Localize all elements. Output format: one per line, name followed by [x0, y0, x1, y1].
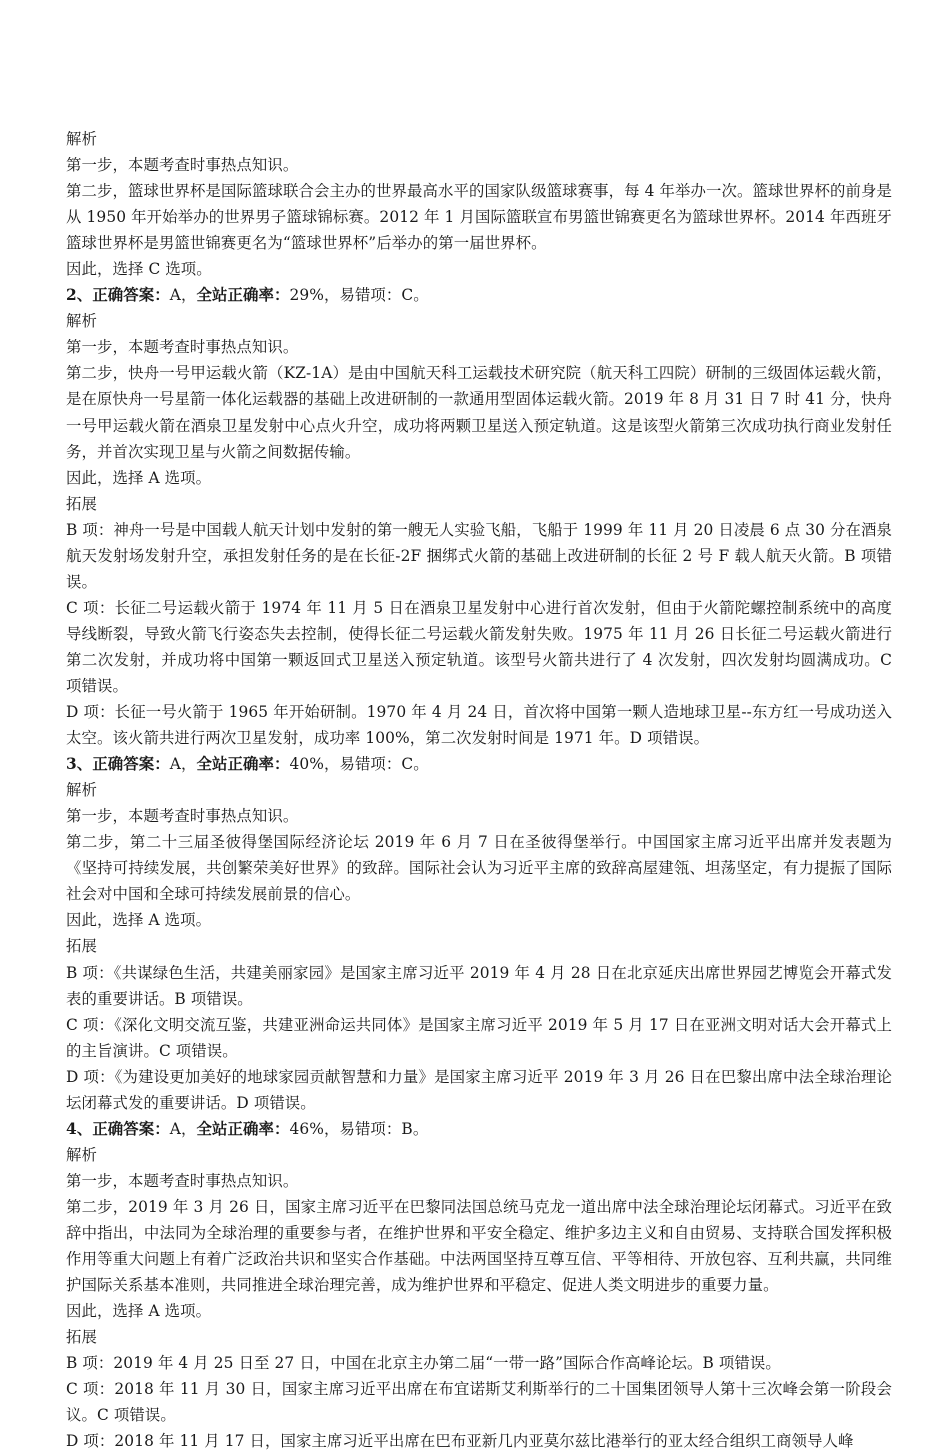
correct-answer-value: A， — [169, 1119, 197, 1138]
correct-answer-label: 正确答案： — [92, 1119, 170, 1138]
section-label-extension: 拓展 — [66, 1328, 97, 1347]
accuracy-rate-value: 29%， — [289, 286, 340, 305]
accuracy-rate-label: 全站正确率： — [196, 755, 290, 774]
paragraph-step-two: 第二步，2019 年 3 月 26 日，国家主席习近平在巴黎同法国总统马克龙一道出席中法全球治理论坛闭幕式。习近平在致辞中指出，中法同为全球治理的重要参与者，在维护世界和平安全稳定、维护多边主义和自由贸易、支持联合国发挥积极作用等重大问题上有着广泛政治共识和坚实合作基础。中法两国坚持互尊互信、平等相待、开放包容、互利共赢，共同维护国际关系基本准则，共同推进全球治理完善，成为维护世界和平稳定、促进人类文明进步的重要力量。 — [66, 1197, 892, 1295]
common-wrong-value: C。 — [401, 755, 429, 774]
option-explanation-d: D 项：长征一号火箭于 1965 年开始研制。1970 年 4 月 24 日，首次将中国第一颗人造地球卫星--东方红一号成功送入太空。该火箭共进行两次卫星发射，成功率 100%，第二次发射时间是 1971 年。D 项错误。 — [66, 703, 892, 748]
document-body — [66, 126, 892, 1454]
question-number: 3、 — [66, 755, 93, 774]
paragraph-conclusion: 因此，选择 A 选项。 — [66, 911, 212, 930]
section-label-analysis: 解析 — [66, 1145, 97, 1164]
answer-header-q3 — [66, 751, 892, 777]
option-explanation-b: B 项：《共谋绿色生活，共建美丽家园》是国家主席习近平 2019 年 4 月 28 日在北京延庆出席世界园艺博览会开幕式发表的重要讲话。B 项错误。 — [66, 963, 892, 1008]
section-label-analysis: 解析 — [66, 130, 97, 148]
paragraph-step-two: 第二步，篮球世界杯是国际篮球联合会主办的世界最高水平的国家队级篮球赛事，每 4 年举办一次。篮球世界杯的前身是从 1950 年开始举办的世界男子篮球锦标赛。2012 年 1 月国际篮联宣布男篮世锦赛更名为篮球世界杯。2014 年西班牙篮球世界杯是男篮世锦赛更名为“篮球世界杯”后举办的第一届世界杯。 — [66, 182, 892, 253]
answer-header-q4 — [66, 1116, 892, 1142]
section-label-analysis: 解析 — [66, 781, 97, 800]
option-explanation-d: D 项：《为建设更加美好的地球家园贡献智慧和力量》是国家主席习近平 2019 年 3 月 26 日在巴黎出席中法全球治理论坛闭幕式发的重要讲话。D 项错误。 — [66, 1067, 892, 1112]
paragraph-step-two: 第二步，快舟一号甲运载火箭（KZ-1A）是由中国航天科工运载技术研究院（航天科工四院）研制的三级固体运载火箭，是在原快舟一号星箭一体化运载器的基础上改进研制的一款通用型固体运载火箭。2019 年 8 月 31 日 7 时 41 分，快舟一号甲运载火箭在酒泉卫星发射中心点火升空，成功将两颗卫星送入预定轨道。这是该型火箭第三次成功执行商业发射任务，并首次实现卫星与火箭之间数据传输。 — [66, 364, 892, 461]
paragraph-step-one: 第一步，本题考查时事热点知识。 — [66, 1171, 299, 1190]
paragraph-conclusion: 因此，选择 A 选项。 — [66, 468, 212, 487]
common-wrong-label: 易错项： — [339, 286, 402, 305]
correct-answer-value: A， — [169, 286, 197, 305]
section-label-extension: 拓展 — [66, 937, 97, 956]
paragraph-step-one: 第一步，本题考查时事热点知识。 — [66, 338, 299, 357]
common-wrong-label: 易错项： — [339, 1119, 402, 1138]
common-wrong-label: 易错项： — [339, 755, 402, 774]
accuracy-rate-label: 全站正确率： — [196, 286, 290, 305]
question-number: 4、 — [66, 1119, 93, 1138]
question-number: 2、 — [66, 286, 93, 305]
answer-header-q2 — [66, 282, 892, 308]
paragraph-step-two: 第二步，第二十三届圣彼得堡国际经济论坛 2019 年 6 月 7 日在圣彼得堡举行。中国国家主席习近平出席并发表题为《坚持可持续发展，共创繁荣美好世界》的致辞。国际社会认为习近平主席的致辞高屋建瓴、坦荡坚定，有力提振了国际社会对中国和全球可持续发展前景的信心。 — [66, 833, 892, 904]
option-explanation-c: C 项：长征二号运载火箭于 1974 年 11 月 5 日在酒泉卫星发射中心进行首次发射，但由于火箭陀螺控制系统中的高度导线断裂，导致火箭飞行姿态失去控制，使得长征二号运载火箭发射失败。1975 年 11 月 26 日长征二号运载火箭进行第二次发射，并成功将中国第一颗返回式卫星送入预定轨道。该型号火箭共进行了 4 次发射，四次发射均圆满成功。C 项错误。 — [66, 598, 892, 695]
option-explanation-c: C 项：《深化文明交流互鉴，共建亚洲命运共同体》是国家主席习近平 2019 年 5 月 17 日在亚洲文明对话大会开幕式上的主旨演讲。C 项错误。 — [66, 1015, 892, 1060]
option-explanation-b: B 项：2019 年 4 月 25 日至 27 日，中国在北京主办第二届“一带一路”国际合作高峰论坛。B 项错误。 — [66, 1354, 781, 1373]
option-explanation-d: D 项：2018 年 11 月 17 日，国家主席习近平出席在巴布亚新几内亚莫尔兹比港举行的亚太经合组织工商领导人峰 — [66, 1432, 854, 1451]
option-explanation-b: B 项：神舟一号是中国载人航天计划中发射的第一艘无人实验飞船，飞船于 1999 年 11 月 20 日凌晨 6 点 30 分在酒泉航天发射场发射升空，承担发射任务的是在长征-2F 捆绑式火箭的基础上改进研制的长征 2 号 F 载人航天火箭。B 项错误。 — [66, 520, 892, 591]
correct-answer-label: 正确答案： — [92, 286, 170, 305]
paragraph-step-one: 第一步，本题考查时事热点知识。 — [66, 807, 299, 826]
paragraph-step-one: 第一步，本题考查时事热点知识。 — [66, 156, 299, 175]
correct-answer-value: A， — [169, 755, 197, 774]
section-label-analysis: 解析 — [66, 312, 97, 331]
paragraph-conclusion: 因此，选择 A 选项。 — [66, 1302, 212, 1321]
accuracy-rate-label: 全站正确率： — [196, 1119, 290, 1138]
paragraph-conclusion: 因此，选择 C 选项。 — [66, 260, 212, 279]
correct-answer-label: 正确答案： — [92, 755, 170, 774]
common-wrong-value: B。 — [401, 1119, 429, 1138]
section-label-extension: 拓展 — [66, 494, 97, 513]
accuracy-rate-value: 40%， — [289, 755, 340, 774]
accuracy-rate-value: 46%， — [289, 1119, 340, 1138]
option-explanation-c: C 项：2018 年 11 月 30 日，国家主席习近平出席在布宜诺斯艾利斯举行的二十国集团领导人第十三次峰会第一阶段会议。C 项错误。 — [66, 1380, 892, 1425]
common-wrong-value: C。 — [401, 286, 429, 305]
